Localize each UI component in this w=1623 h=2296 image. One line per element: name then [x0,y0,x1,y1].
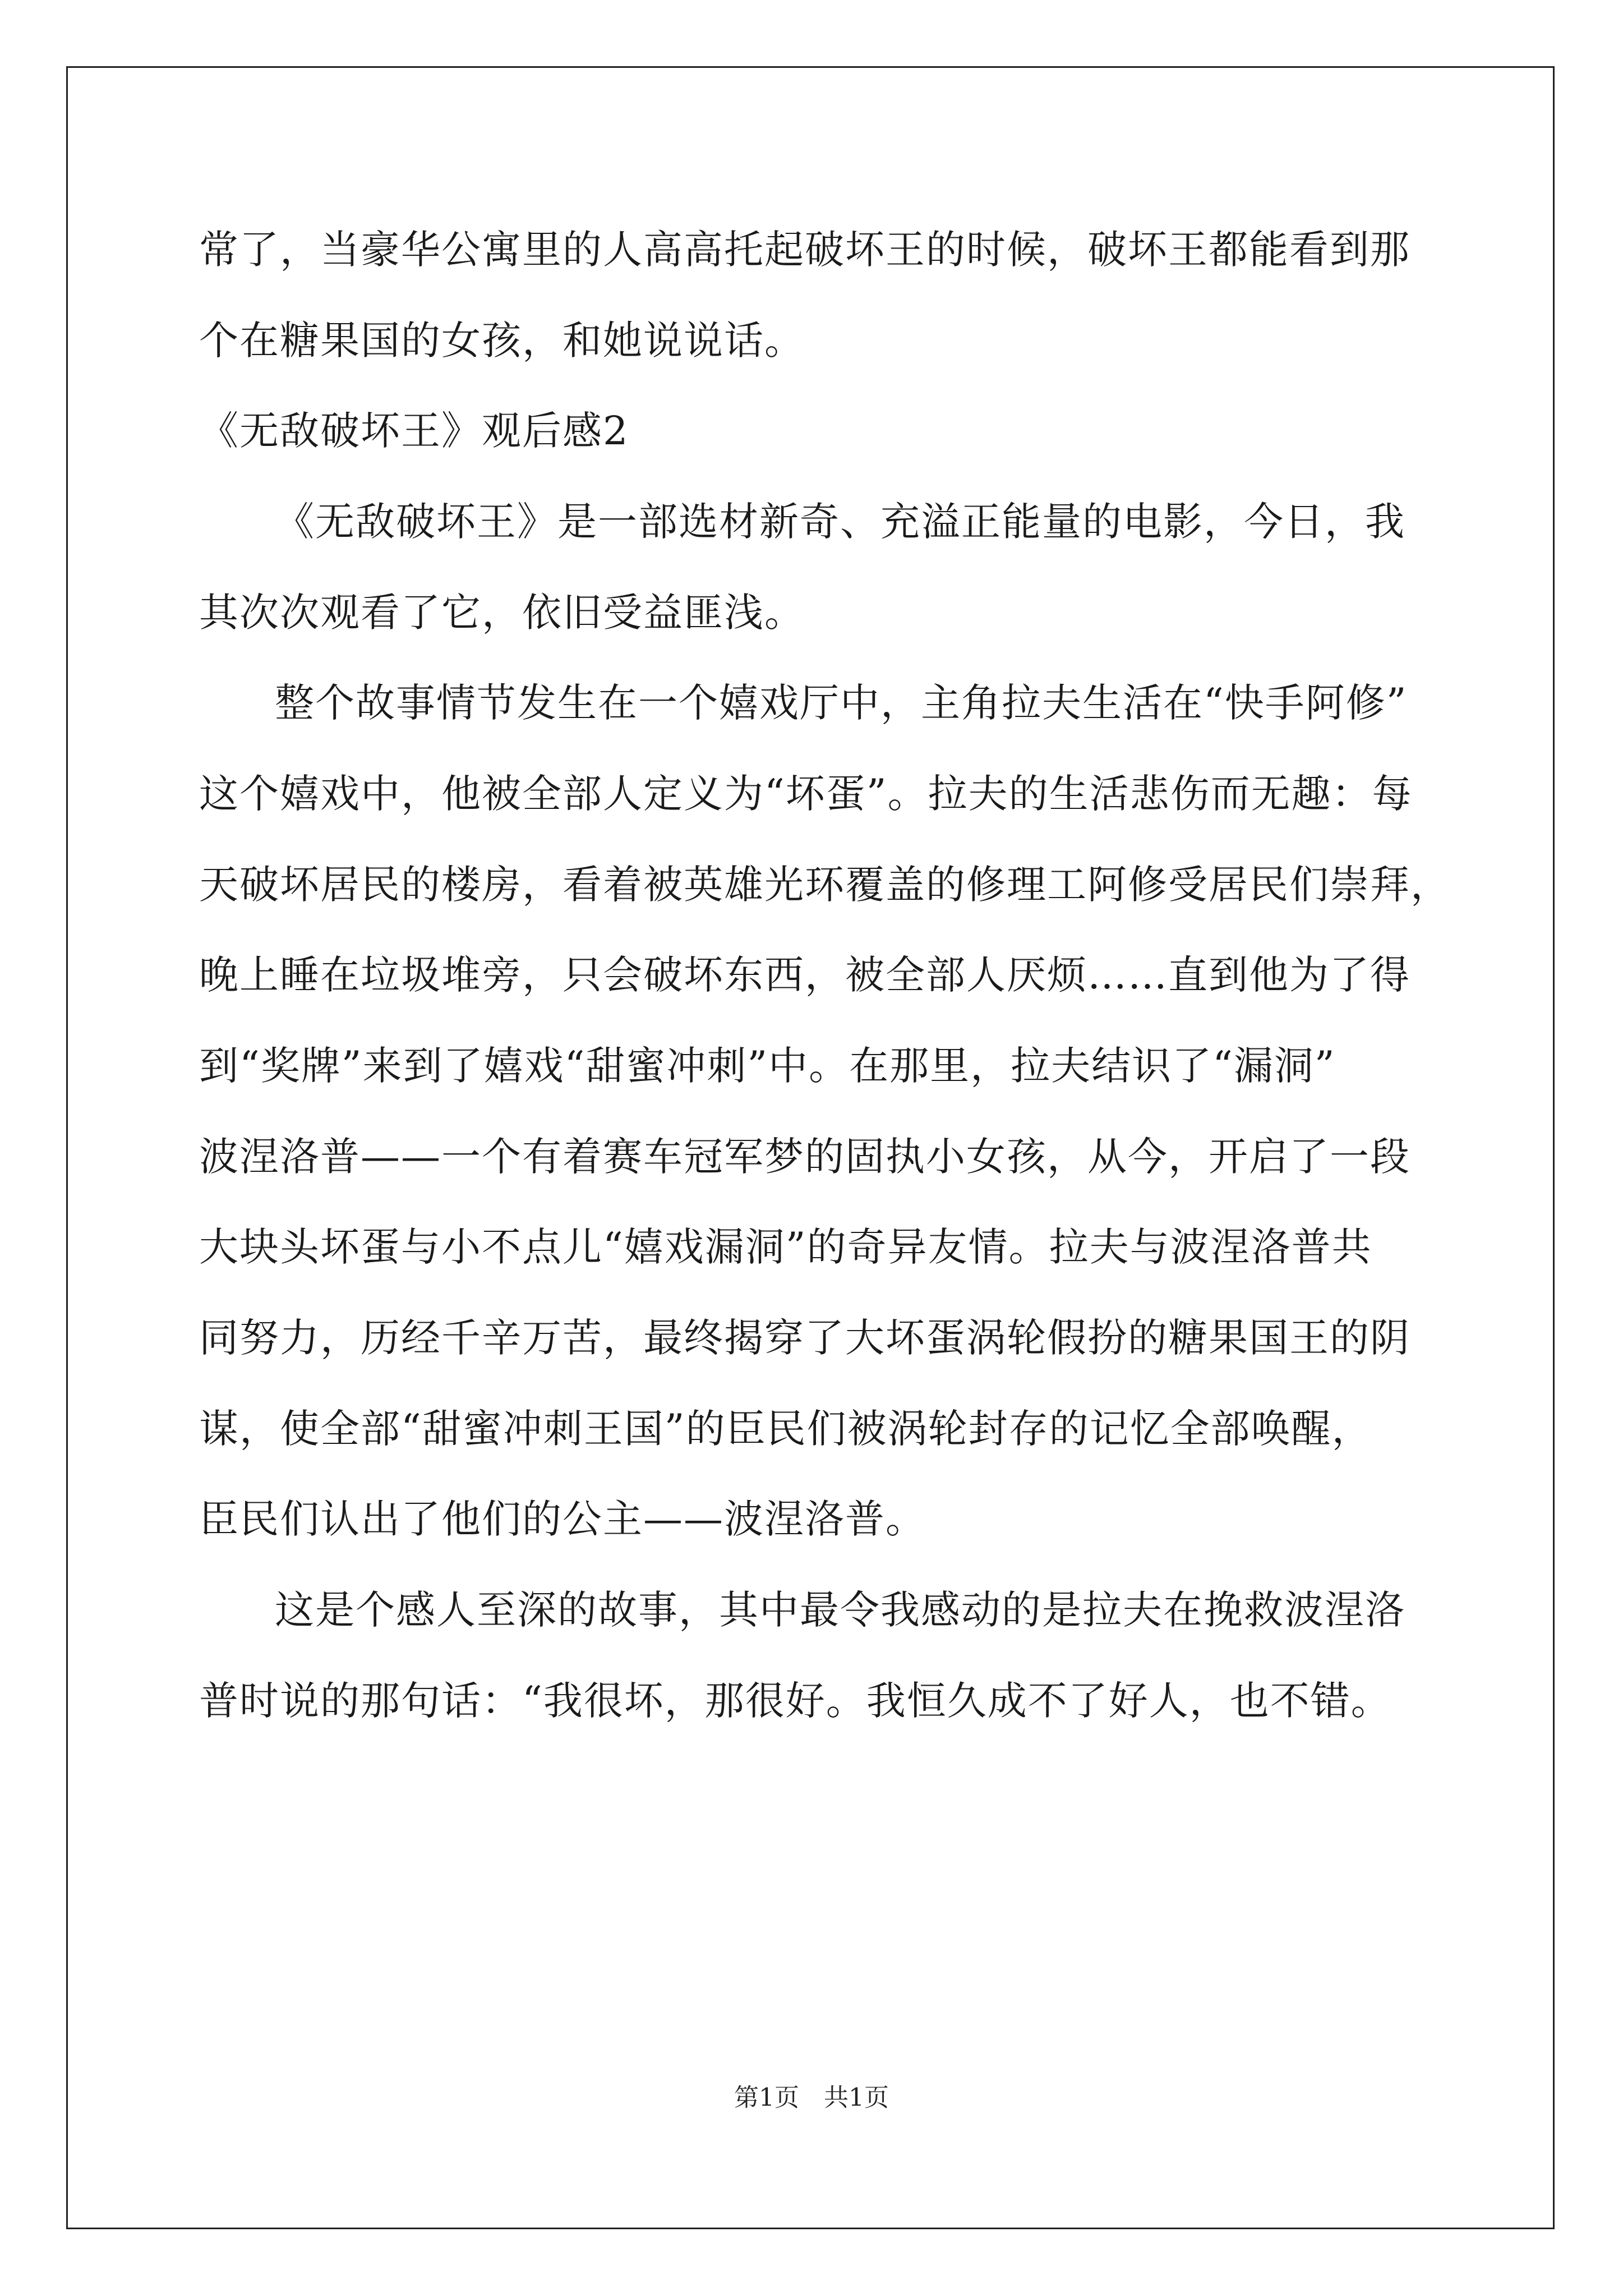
text-line: 同努力，历经千辛万苦，最终揭穿了大坏蛋涡轮假扮的糖果国王的阴 [199,1315,1410,1361]
text-line: 到“奖牌”来到了嬉戏“甜蜜冲刺”中。在那里，拉夫结识了“漏洞” [199,1043,1336,1089]
text-line: 常了，当豪华公寓里的人高高托起破坏王的时候，破坏王都能看到那 [199,227,1410,273]
paragraph-start: 《无敌破坏王》是一部选材新奇、充溢正能量的电影，今日，我 [275,499,1405,545]
text-line: 大块头坏蛋与小不点儿“嬉戏漏洞”的奇异友情。拉夫与波涅洛普共 [199,1224,1372,1270]
text-line: 这个嬉戏中，他被全部人定义为“坏蛋”。拉夫的生活悲伤而无趣：每 [199,771,1413,817]
text-line: 普时说的那句话：“我很坏，那很好。我恒久成不了好人，也不错。 [199,1678,1391,1724]
paragraph-start: 整个故事情节发生在一个嬉戏厅中，主角拉夫生活在“快手阿修” [275,680,1408,726]
text-line: 其次次观看了它，依旧受益匪浅。 [199,590,805,636]
text-line: 谋，使全部“甜蜜冲刺王国”的臣民们被涡轮封存的记忆全部唤醒， [199,1406,1372,1452]
text-line: 天破坏居民的楼房，看着被英雄光环覆盖的修理工阿修受居民们崇拜， [199,862,1451,908]
text-line: 晚上睡在垃圾堆旁，只会破坏东西，被全部人厌烦……直到他为了得 [199,952,1410,998]
text-line: 个在糖果国的女孩，和她说说话。 [199,318,805,364]
paragraph-start: 这是个感人至深的故事，其中最令我感动的是拉夫在挽救波涅洛 [275,1587,1405,1633]
text-line: 臣民们认出了他们的公主——波涅洛普。 [199,1496,926,1542]
section-heading: 《无敌破坏王》观后感2 [199,408,629,454]
text-line: 波涅洛普——一个有着赛车冠军梦的固执小女孩，从今，开启了一段 [199,1134,1410,1180]
page-footer: 第1页 共1页 [734,2083,889,2112]
